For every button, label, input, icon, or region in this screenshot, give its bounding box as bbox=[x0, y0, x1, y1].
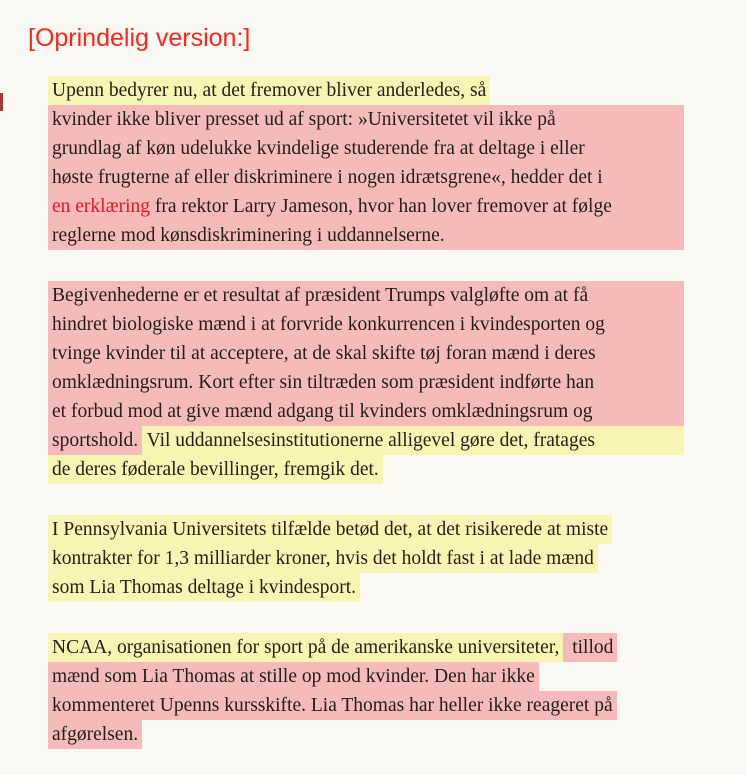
link-en-erklaering[interactable]: en erklæring bbox=[52, 196, 151, 217]
text-segment: fra rektor Larry Jameson, hvor han lover fremover at følge bbox=[150, 196, 612, 217]
text-line bbox=[48, 515, 684, 544]
highlighted-text-segment: kommenteret Upenns kursskifte. Lia Thomas har heller ikke reageret på bbox=[48, 691, 617, 720]
text-segment: hindret biologiske mænd i at forvride konkurrencen i kvindesporten og bbox=[52, 314, 605, 335]
text-line bbox=[48, 573, 684, 602]
article-text bbox=[48, 76, 684, 749]
highlighted-text-segment: NCAA, organisationen for sport på de amerikanske universiteter, bbox=[48, 633, 563, 662]
text-line bbox=[48, 426, 684, 455]
text-line bbox=[48, 544, 684, 573]
text-line bbox=[48, 720, 684, 749]
text-segment: et forbud mod at give mænd adgang til kvinders omklædningsrum og bbox=[52, 401, 593, 422]
text-line bbox=[48, 281, 684, 310]
text-line bbox=[48, 221, 684, 250]
paragraph bbox=[48, 633, 684, 749]
text-line bbox=[48, 368, 684, 397]
text-segment: tvinge kvinder til at acceptere, at de skal skifte tøj foran mænd i deres bbox=[52, 343, 596, 364]
text-line bbox=[48, 633, 684, 662]
highlighted-text-segment: tillod bbox=[563, 633, 617, 662]
text-line bbox=[48, 134, 684, 163]
text-segment: omklædningsrum. Kort efter sin tiltræden som præsident indførte han bbox=[52, 372, 595, 393]
highlighted-text-segment: I Pennsylvania Universitets tilfælde betød det, at det risikerede at miste bbox=[48, 515, 612, 544]
text-segment: grundlag af køn udelukke kvindelige studerende fra at deltage i eller bbox=[52, 138, 585, 159]
text-segment: Begivenhederne er et resultat af præsident Trumps valgløfte om at få bbox=[52, 285, 589, 306]
highlighted-text-segment: sportshold. bbox=[48, 426, 142, 455]
text-segment: Vil uddannelsesinstitutionerne alligevel gøre det, fratages bbox=[142, 430, 595, 451]
text-line bbox=[48, 455, 684, 484]
text-segment: kvinder ikke bliver presset ud af sport: »Universitetet vil ikke på bbox=[52, 109, 556, 130]
highlighted-text-segment: afgørelsen. bbox=[48, 720, 142, 749]
paragraph bbox=[48, 515, 684, 602]
text-line bbox=[48, 397, 684, 426]
paragraph bbox=[48, 76, 684, 250]
highlighted-text-segment: de deres føderale bevillinger, fremgik det. bbox=[48, 455, 383, 484]
text-line bbox=[48, 76, 684, 105]
highlighted-text-segment: som Lia Thomas deltage i kvindesport. bbox=[48, 573, 360, 602]
text-segment: reglerne mod kønsdiskriminering i uddannelserne. bbox=[52, 225, 445, 246]
left-edge-mark bbox=[0, 93, 3, 111]
text-line bbox=[48, 662, 684, 691]
paragraph bbox=[48, 281, 684, 484]
text-line bbox=[48, 339, 684, 368]
text-line bbox=[48, 163, 684, 192]
text-segment: høste frugterne af eller diskriminere i nogen idrætsgrene«, hedder det i bbox=[52, 167, 603, 188]
version-heading: [Oprindelig version:] bbox=[28, 24, 251, 52]
highlighted-text-segment: Upenn bedyrer nu, at det fremover bliver anderledes, så bbox=[48, 76, 490, 105]
highlighted-text-segment: kontrakter for 1,3 milliarder kroner, hvis det holdt fast i at lade mænd bbox=[48, 544, 598, 573]
text-line bbox=[48, 691, 684, 720]
text-line bbox=[48, 310, 684, 339]
text-line bbox=[48, 192, 684, 221]
text-line bbox=[48, 105, 684, 134]
highlighted-text-segment: mænd som Lia Thomas at stille op mod kvinder. Den har ikke bbox=[48, 662, 539, 691]
